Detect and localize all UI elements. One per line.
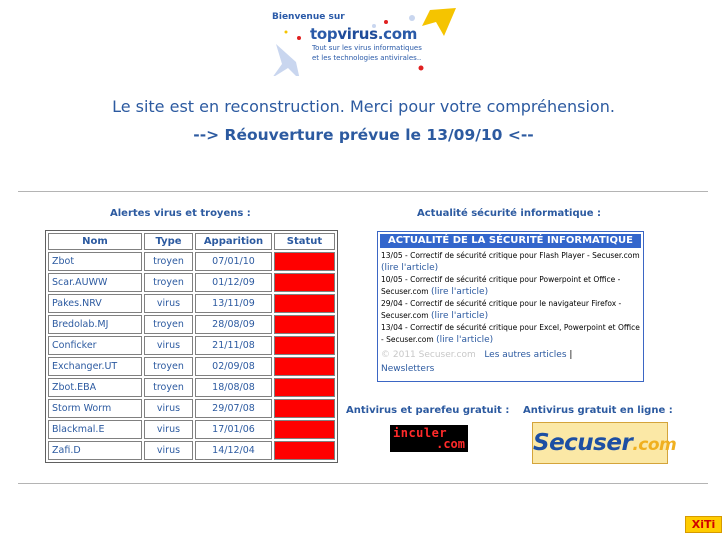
news-item-text: 10/05 - Correctif de sécurité critique pour Powerpoint et Office - Secuser.com bbox=[381, 275, 621, 296]
more-articles-link[interactable]: Les autres articles bbox=[484, 350, 567, 360]
footer-separator: | bbox=[569, 350, 573, 360]
logo-welcome-text: Bienvenue sur bbox=[272, 12, 345, 22]
security-news-box bbox=[377, 231, 644, 382]
virus-type: troyen bbox=[144, 315, 193, 334]
virus-type: virus bbox=[144, 420, 193, 439]
virus-type: virus bbox=[144, 336, 193, 355]
virus-name: Storm Worm bbox=[48, 399, 142, 418]
news-item bbox=[381, 274, 640, 298]
brand-prefix: top bbox=[310, 25, 338, 43]
secuser-name: Secuser bbox=[533, 430, 633, 456]
read-article-link[interactable]: (lire l'article) bbox=[430, 311, 489, 321]
news-box-header: ACTUALITÉ DE LA SÉCURITÉ INFORMATIQUE bbox=[380, 234, 641, 248]
logo-brand bbox=[310, 25, 417, 43]
virus-alerts-table bbox=[45, 230, 338, 463]
virus-type: virus bbox=[144, 441, 193, 460]
virus-type: virus bbox=[144, 399, 193, 418]
logo-tagline-2: et les technologies antivirales.. bbox=[312, 54, 422, 62]
virus-type: troyen bbox=[144, 378, 193, 397]
virus-alerts-title: Alertes virus et troyens : bbox=[110, 208, 251, 219]
status-indicator bbox=[274, 420, 335, 439]
status-indicator bbox=[274, 357, 335, 376]
virus-name: Zbot.EBA bbox=[48, 378, 142, 397]
site-logo[interactable] bbox=[266, 6, 460, 76]
news-item-text: 29/04 - Correctif de sécurité critique pour le navigateur Firefox - Secuser.com bbox=[381, 299, 622, 320]
status-indicator bbox=[274, 378, 335, 397]
table-row bbox=[48, 336, 335, 355]
secuser-domain: .com bbox=[632, 435, 677, 455]
brand-suffix: .com bbox=[377, 25, 418, 43]
virus-type: virus bbox=[144, 294, 193, 313]
virus-date: 02/09/08 bbox=[195, 357, 272, 376]
table-row bbox=[48, 294, 335, 313]
newsletters-link[interactable]: Newsletters bbox=[381, 364, 435, 374]
virus-name: Conficker bbox=[48, 336, 142, 355]
news-copyright: © 2011 Secuser.com bbox=[381, 350, 476, 360]
virus-date: 14/12/04 bbox=[195, 441, 272, 460]
online-antivirus-title: Antivirus gratuit en ligne : bbox=[523, 405, 673, 416]
table-row bbox=[48, 273, 335, 292]
status-indicator bbox=[274, 336, 335, 355]
inculer-text: inculer bbox=[393, 426, 448, 440]
news-footer bbox=[381, 348, 640, 376]
virus-date: 28/08/09 bbox=[195, 315, 272, 334]
news-item bbox=[381, 322, 640, 346]
brand-mid: virus bbox=[337, 25, 378, 43]
virus-type: troyen bbox=[144, 357, 193, 376]
table-row bbox=[48, 420, 335, 439]
secuser-logo-text bbox=[533, 430, 676, 456]
table-row bbox=[48, 399, 335, 418]
col-header-date: Apparition bbox=[195, 233, 272, 250]
virus-name: Blackmal.E bbox=[48, 420, 142, 439]
virus-date: 18/08/08 bbox=[195, 378, 272, 397]
inculer-domain: .com bbox=[436, 437, 465, 451]
logo-tagline-1: Tout sur les virus informatiques bbox=[312, 44, 422, 52]
news-item-text: 13/05 - Correctif de sécurité critique pour Flash Player - Secuser.com bbox=[381, 251, 640, 260]
news-section-title: Actualité sécurité informatique : bbox=[417, 208, 602, 219]
read-article-link[interactable]: (lire l'article) bbox=[381, 263, 439, 273]
news-item bbox=[381, 250, 640, 274]
virus-date: 01/12/09 bbox=[195, 273, 272, 292]
divider-top bbox=[18, 191, 708, 192]
virus-name: Zbot bbox=[48, 252, 142, 271]
virus-name: Exchanger.UT bbox=[48, 357, 142, 376]
divider-bottom bbox=[18, 483, 708, 484]
table-row bbox=[48, 357, 335, 376]
virus-date: 17/01/06 bbox=[195, 420, 272, 439]
secuser-badge[interactable] bbox=[532, 422, 677, 464]
virus-date: 13/11/09 bbox=[195, 294, 272, 313]
table-header-row bbox=[48, 233, 335, 250]
status-indicator bbox=[274, 252, 335, 271]
col-header-name: Nom bbox=[48, 233, 142, 250]
status-indicator bbox=[274, 399, 335, 418]
news-item-text: 13/04 - Correctif de sécurité critique pour Excel, Powerpoint et Office - Secuser.com bbox=[381, 323, 640, 344]
xiti-counter-badge[interactable]: XiTi bbox=[685, 516, 722, 533]
virus-name: Scar.AUWW bbox=[48, 273, 142, 292]
inculer-badge[interactable] bbox=[390, 425, 468, 452]
virus-type: troyen bbox=[144, 273, 193, 292]
table-row bbox=[48, 315, 335, 334]
virus-type: troyen bbox=[144, 252, 193, 271]
status-indicator bbox=[274, 441, 335, 460]
status-indicator bbox=[274, 315, 335, 334]
col-header-type: Type bbox=[144, 233, 193, 250]
virus-date: 07/01/10 bbox=[195, 252, 272, 271]
reopening-date: --> Réouverture prévue le 13/09/10 <-- bbox=[193, 126, 534, 144]
virus-name: Bredolab.MJ bbox=[48, 315, 142, 334]
virus-date: 29/07/08 bbox=[195, 399, 272, 418]
table-row bbox=[48, 252, 335, 271]
reconstruction-notice: Le site est en reconstruction. Merci pour votre compréhension. bbox=[112, 97, 615, 116]
free-antivirus-title: Antivirus et parefeu gratuit : bbox=[346, 405, 510, 416]
read-article-link[interactable]: (lire l'article) bbox=[436, 335, 494, 345]
virus-name: Pakes.NRV bbox=[48, 294, 142, 313]
table-row bbox=[48, 441, 335, 460]
status-indicator bbox=[274, 273, 335, 292]
col-header-status: Statut bbox=[274, 233, 335, 250]
table-row bbox=[48, 378, 335, 397]
virus-date: 21/11/08 bbox=[195, 336, 272, 355]
status-indicator bbox=[274, 294, 335, 313]
news-item bbox=[381, 298, 640, 322]
virus-name: Zafi.D bbox=[48, 441, 142, 460]
read-article-link[interactable]: (lire l'article) bbox=[430, 287, 489, 297]
